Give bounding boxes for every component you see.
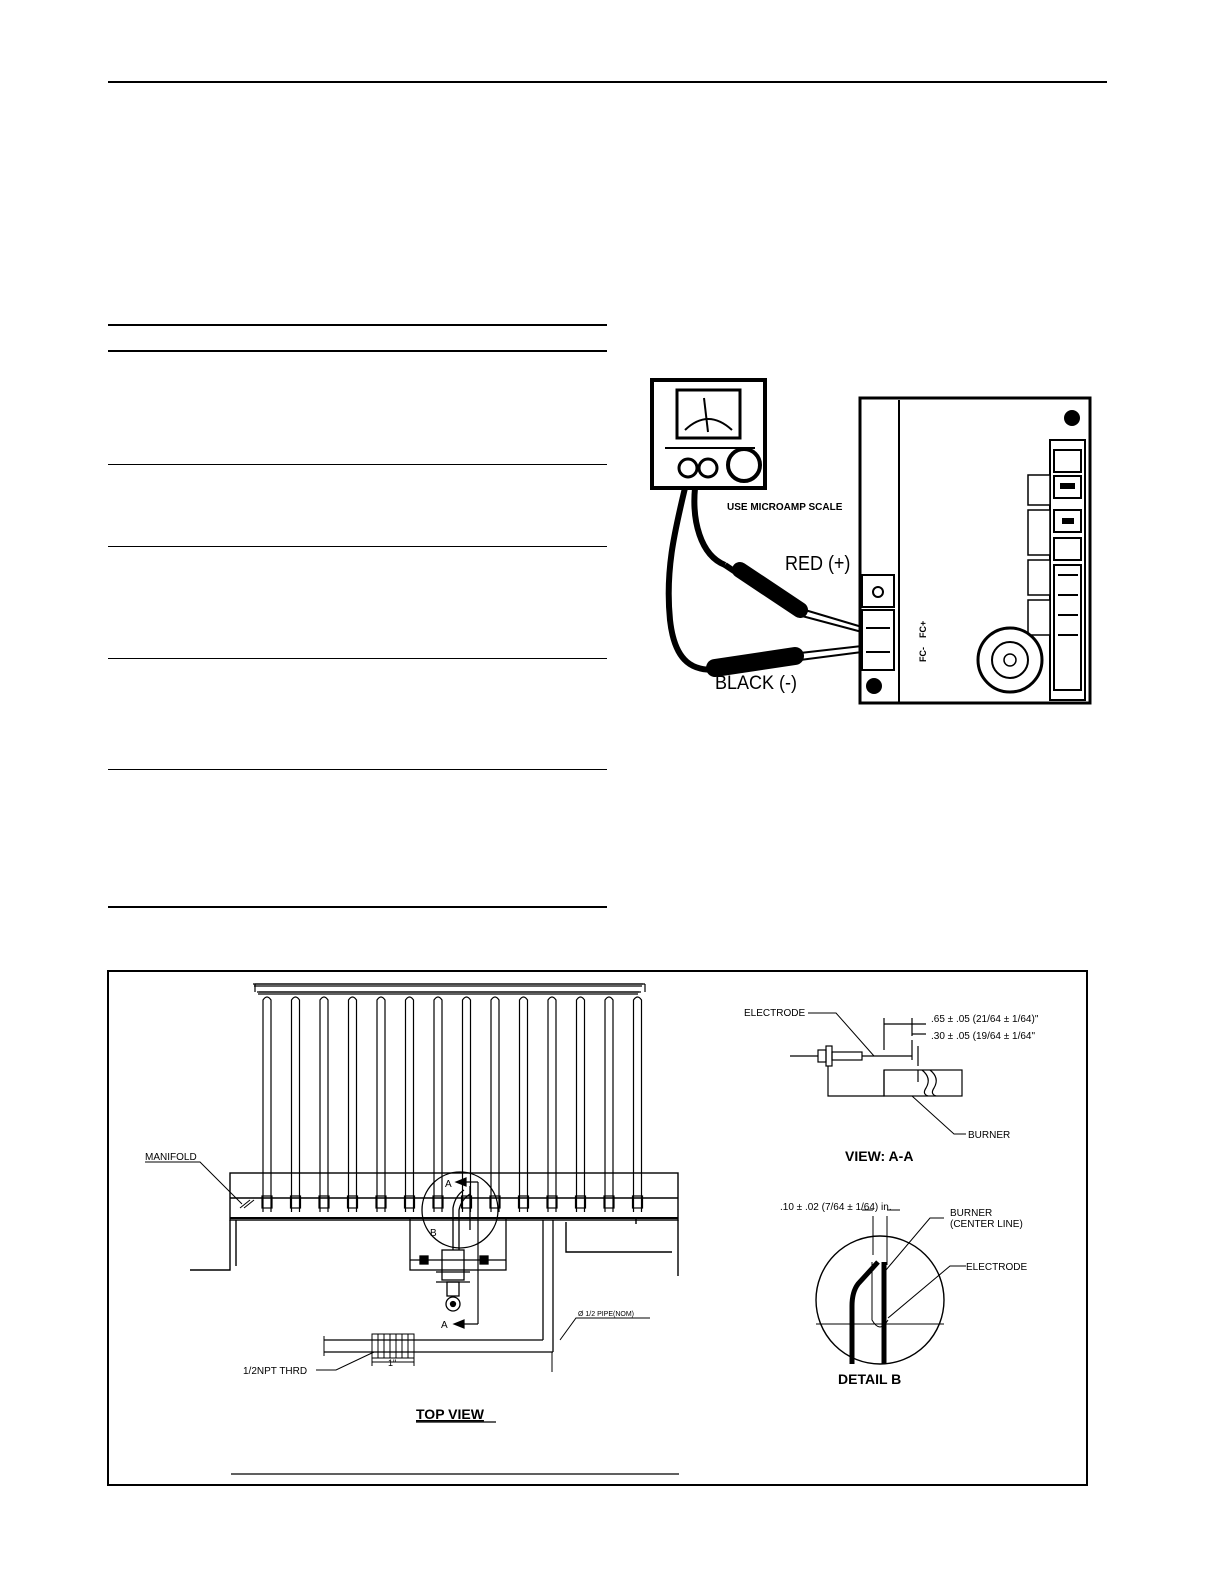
view-aa-dimension-1: .65 ± .05 (21/64 ± 1/64)" [931,1014,1039,1025]
pipe-leader [560,1318,650,1340]
manifold-leader [145,1162,242,1204]
detail-b-title: DETAIL B [838,1371,902,1387]
section-a-markers [454,1178,478,1328]
burner-tube [377,997,385,1212]
terminal-fc-plus-label: FC+ [918,620,928,638]
view-aa-drawing [790,1018,962,1096]
burner-tube [491,997,499,1212]
microamp-scale-note: USE MICROAMP SCALE [727,502,843,513]
burner-tube [406,997,414,1212]
view-aa-title: VIEW: A-A [845,1148,914,1164]
section-mark-a-bottom: A [441,1320,448,1331]
burner-tube [577,997,585,1212]
view-aa-dimension-2: .30 ± .05 (19/64 ± 1/64" [931,1031,1036,1042]
section-mark-a-top: A [445,1179,452,1190]
burner-tube [320,997,328,1212]
burner-tube [520,997,528,1212]
view-aa-electrode-label: ELECTRODE [744,1008,806,1019]
pipe-size-label: Ø 1/2 PIPE(NOM) [578,1311,635,1318]
detail-b-centerline-label: (CENTER LINE) [950,1219,1023,1230]
detail-b-gap-dimension: .10 ± .02 (7/64 ± 1/64) in. [780,1202,892,1213]
thread-label: 1/2NPT THRD [243,1366,308,1377]
detail-mark-b: B [430,1228,437,1239]
manifold-hatch-mark [240,1200,254,1208]
terminal-fc-minus-label: FC- [918,647,928,662]
burner-tube [263,997,271,1212]
detail-b-electrode-label: ELECTRODE [966,1262,1028,1273]
black-lead-label: BLACK (-) [715,672,797,695]
view-aa-burner-label: BURNER [968,1130,1011,1141]
burner-tube [634,997,642,1212]
burner-tube [548,997,556,1212]
thread-length-label: 1" [388,1358,397,1368]
burner-tube [349,997,357,1212]
thread-leader [316,1352,374,1370]
detail-b-leaders [886,1218,966,1318]
top-view-title: TOP VIEW [416,1406,484,1422]
red-lead-label: RED (+) [785,551,851,576]
gas-supply-pipe [324,1220,553,1372]
burner-tube [292,997,300,1212]
burner-tube [605,997,613,1212]
manifold-label: MANIFOLD [145,1152,197,1163]
detail-b-burner-label: BURNER [950,1208,993,1219]
